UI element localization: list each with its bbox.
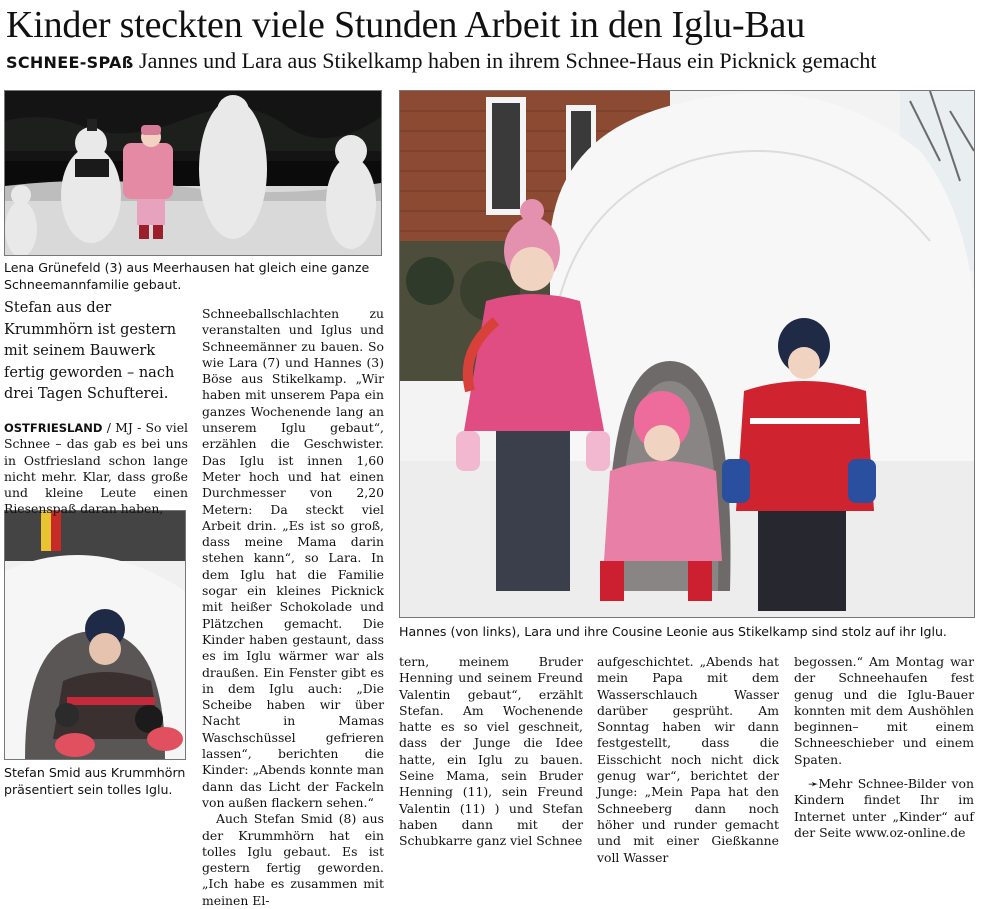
body-column-2 xyxy=(202,306,384,909)
headline: Kinder steckten viele Stunden Arbeit in den Iglu-Bau xyxy=(6,4,806,46)
paragraph-finish: begossen.“ Am Montag war der Schneehaufen fest genug und die Iglu-Bauer konnten mit dem Aushöhlen beginnen– mit einem Schneeschieber und einem Spaten. xyxy=(794,654,974,767)
kicker: SCHNEE-SPAß xyxy=(6,53,134,72)
dateline-text: / MJ - So viel Schnee – das gab es bei uns in Ostfriesland schon lange nicht mehr. Klar, dass große und kleine Leute einen Riesenspaß daran haben, xyxy=(4,420,188,517)
photo-main-igloo xyxy=(399,90,975,618)
caption-main: Hannes (von links), Lara und ihre Cousine Leonie aus Stikelkamp sind stolz auf ihr Iglu. xyxy=(399,624,947,639)
paragraph-stefan-intro: Auch Stefan Smid (8) aus der Krummhörn hat ein tolles Iglu gebaut. Es ist gestern fertig geworden. „Ich habe es zusammen mit meinen El- xyxy=(202,811,384,908)
body-column-4 xyxy=(597,654,779,866)
body-column-5 xyxy=(794,654,974,841)
subheadline-row xyxy=(6,46,996,78)
paragraph-stefan-family: tern, meinem Bruder Henning und seinem Freund Valentin gebaut“, erzählt Stefan. Am Wochenende hatte es so viel geschneit, dass der Junge die Idee hatte, ein Iglu zu bauen. Seine Mama, sein Bruder Henning (11), sein Freund Valentin (11) ) und Stefan haben dann mit der Schubkarre ganz viel Schnee xyxy=(399,654,583,849)
web-hint: ➛Mehr Schnee-Bilder von Kindern findet Ihr im Internet unter „Kinder“ auf der Seite www.oz-online.de xyxy=(794,776,974,840)
caption-stefan: Stefan Smid aus Krummhörn präsentiert sein tolles Iglu. xyxy=(4,765,186,797)
dateline: OSTFRIESLAND xyxy=(4,421,103,435)
caption-snowmen: Lena Grünefeld (3) aus Meerhausen hat gleich eine ganze Schneemannfamilie gebaut. xyxy=(4,260,370,292)
photo-snowmen xyxy=(4,90,382,256)
lead-paragraph: Stefan aus der Krummhörn ist gestern mit seinem Bauwerk fertig geworden – nach drei Tagen Schufterei. xyxy=(4,300,177,402)
paragraph-lara-hannes: Schneeballschlachten zu veranstalten und Iglus und Schneemänner zu bauen. So wie Lara (7) und Hannes (3) Böse aus Stikelkamp. „Wir haben mit unserem Papa ein ganzes Wochenende lang an unserem Iglu gebaut“, erzählen die Geschwister. Das Iglu ist innen 1,60 Meter hoch und hat einen Durchmesser von 2,20 Metern: Da steckt viel Arbeit drin. „Es ist so groß, dass meine Mama darin stehen kann“, so Lara. In dem Iglu hat die Familie sogar ein kleines Picknick mit heißer Schokolade und Plätzchen gemacht. Die Kinder haben gestaunt, dass es im Iglu wärmer war als draußen. Ein Fenster gibt es in dem Iglu auch: „Die Scheibe haben wir über Nacht in Mamas Waschschüssel gefrieren lassen“, berichten die Kinder: „Abends konnte man dann das Licht der Fackeln von außen flackern sehen.“ xyxy=(202,306,384,810)
body-column-3 xyxy=(399,654,583,850)
body-column-1 xyxy=(4,420,188,518)
photo-stefan-igloo xyxy=(4,510,186,760)
paragraph-stefan-water: aufgeschichtet. „Abends hat mein Papa mit dem Wasserschlauch Wasser darüber gesprüht. Am Sonntag haben wir dann festgestellt, dass die Eisschicht noch nicht dick genug war“, berichtet der Junge: „Mein Papa hat den Schneeberg dann noch höher und runder gemacht und mit einer Gießkanne voll Wasser xyxy=(597,654,779,865)
subheadline: Jannes und Lara aus Stikelkamp haben in ihrem Schnee-Haus ein Picknick gemacht xyxy=(139,48,877,73)
